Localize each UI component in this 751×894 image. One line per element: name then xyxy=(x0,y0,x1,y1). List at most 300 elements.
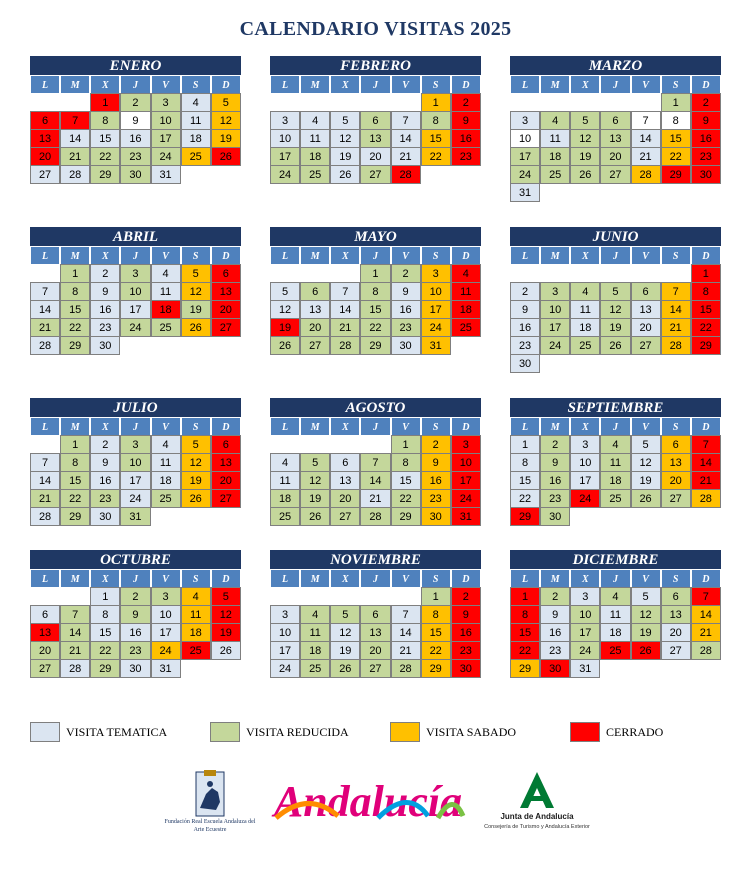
weekday-label: V xyxy=(631,75,661,94)
week-row xyxy=(510,94,721,112)
day-cell: 25 xyxy=(540,165,570,184)
day-cell: 5 xyxy=(211,93,241,112)
day-cell: 16 xyxy=(451,623,481,642)
empty-cell xyxy=(510,93,540,112)
day-cell: 17 xyxy=(451,471,481,490)
day-cell: 22 xyxy=(60,489,90,508)
day-cell: 21 xyxy=(691,471,721,490)
day-cell: 10 xyxy=(570,453,600,472)
day-cell: 14 xyxy=(661,300,691,319)
day-cell: 27 xyxy=(211,318,241,337)
day-cell: 20 xyxy=(211,300,241,319)
day-cell: 31 xyxy=(570,659,600,678)
weekday-label: X xyxy=(90,75,120,94)
week-row xyxy=(30,283,241,301)
day-cell: 28 xyxy=(391,165,421,184)
day-cell: 3 xyxy=(570,435,600,454)
day-cell: 18 xyxy=(300,147,330,166)
empty-cell xyxy=(300,587,330,606)
day-cell: 5 xyxy=(211,587,241,606)
weekday-label: V xyxy=(151,417,181,436)
weekday-label: M xyxy=(540,569,570,588)
weekday-label: M xyxy=(540,75,570,94)
day-cell: 2 xyxy=(451,93,481,112)
day-cell: 25 xyxy=(181,641,211,660)
empty-cell xyxy=(270,264,300,283)
day-cell: 28 xyxy=(661,336,691,355)
day-cell: 1 xyxy=(510,435,540,454)
month-name: DICIEMBRE xyxy=(510,550,721,569)
day-cell: 29 xyxy=(510,659,540,678)
weekday-header xyxy=(510,246,721,265)
weekday-label: D xyxy=(451,246,481,265)
day-cell: 31 xyxy=(421,336,451,355)
empty-cell xyxy=(30,435,60,454)
weekday-label: D xyxy=(691,75,721,94)
month-name: MARZO xyxy=(510,56,721,75)
empty-cell xyxy=(360,435,390,454)
day-cell: 27 xyxy=(600,165,630,184)
day-cell: 19 xyxy=(181,300,211,319)
day-cell: 25 xyxy=(451,318,481,337)
day-cell: 22 xyxy=(90,147,120,166)
day-cell: 8 xyxy=(90,111,120,130)
day-cell: 25 xyxy=(300,165,330,184)
day-cell: 12 xyxy=(211,111,241,130)
day-cell: 25 xyxy=(151,318,181,337)
day-cell: 15 xyxy=(360,300,390,319)
day-cell: 17 xyxy=(120,471,150,490)
weekday-label: S xyxy=(661,417,691,436)
month-name: MAYO xyxy=(270,227,481,246)
weekday-label: L xyxy=(30,246,60,265)
day-cell: 19 xyxy=(300,489,330,508)
week-row xyxy=(30,112,241,130)
day-cell: 21 xyxy=(30,489,60,508)
day-cell: 27 xyxy=(211,489,241,508)
day-cell: 4 xyxy=(181,587,211,606)
week-row xyxy=(270,624,481,642)
andalucia-logo-text: Andalucía xyxy=(273,777,463,826)
day-cell: 22 xyxy=(421,147,451,166)
month-agosto xyxy=(270,398,481,526)
weekday-label: L xyxy=(270,246,300,265)
day-cell: 6 xyxy=(360,111,390,130)
day-cell: 8 xyxy=(661,111,691,130)
day-cell: 18 xyxy=(600,623,630,642)
weekday-label: X xyxy=(570,246,600,265)
day-cell: 21 xyxy=(691,623,721,642)
day-cell: 10 xyxy=(421,282,451,301)
day-cell: 12 xyxy=(330,623,360,642)
day-cell: 11 xyxy=(300,623,330,642)
week-row xyxy=(30,606,241,624)
day-cell: 2 xyxy=(540,435,570,454)
day-cell: 16 xyxy=(120,129,150,148)
day-cell: 19 xyxy=(631,623,661,642)
week-row xyxy=(30,265,241,283)
weekday-label: M xyxy=(300,569,330,588)
empty-cell xyxy=(391,587,421,606)
day-cell: 1 xyxy=(60,435,90,454)
legend-item xyxy=(210,721,349,743)
day-cell: 30 xyxy=(90,507,120,526)
day-cell: 11 xyxy=(270,471,300,490)
day-cell: 27 xyxy=(30,165,60,184)
week-row xyxy=(510,490,721,508)
day-cell: 28 xyxy=(691,641,721,660)
day-cell: 17 xyxy=(270,641,300,660)
day-cell: 1 xyxy=(691,264,721,283)
weekday-header xyxy=(510,417,721,436)
day-cell: 12 xyxy=(600,300,630,319)
day-cell: 17 xyxy=(151,623,181,642)
day-cell: 14 xyxy=(330,300,360,319)
day-cell: 25 xyxy=(300,659,330,678)
week-row xyxy=(270,660,481,678)
day-cell: 14 xyxy=(391,129,421,148)
day-cell: 25 xyxy=(570,336,600,355)
day-cell: 26 xyxy=(270,336,300,355)
week-row xyxy=(30,588,241,606)
weekday-label: X xyxy=(570,569,600,588)
weekday-label: L xyxy=(510,246,540,265)
page-title: CALENDARIO VISITAS 2025 xyxy=(239,18,512,40)
day-cell: 13 xyxy=(661,453,691,472)
legend-label: VISITA REDUCIDA xyxy=(246,724,349,739)
week-row xyxy=(270,130,481,148)
weekday-label: D xyxy=(691,417,721,436)
day-cell: 27 xyxy=(330,507,360,526)
weekday-label: V xyxy=(391,75,421,94)
day-cell: 6 xyxy=(30,605,60,624)
weekday-label: D xyxy=(451,75,481,94)
day-cell: 15 xyxy=(60,300,90,319)
weekday-label: L xyxy=(510,417,540,436)
week-row xyxy=(270,112,481,130)
day-cell: 9 xyxy=(90,282,120,301)
month-abril xyxy=(30,227,241,355)
fundacion-logo-text: Fundación Real Escuela Andaluza del Arte Ecuestre xyxy=(164,819,256,833)
week-row xyxy=(30,130,241,148)
day-cell: 27 xyxy=(30,659,60,678)
month-diciembre xyxy=(510,550,721,678)
day-cell: 7 xyxy=(360,453,390,472)
weekday-label: S xyxy=(181,246,211,265)
week-row xyxy=(30,472,241,490)
week-row xyxy=(30,337,241,355)
day-cell: 11 xyxy=(151,282,181,301)
month-julio xyxy=(30,398,241,526)
day-cell: 11 xyxy=(300,129,330,148)
day-cell: 12 xyxy=(181,453,211,472)
day-cell: 10 xyxy=(510,129,540,148)
day-cell: 3 xyxy=(540,282,570,301)
month-septiembre xyxy=(510,398,721,526)
day-cell: 27 xyxy=(360,165,390,184)
day-cell: 22 xyxy=(60,318,90,337)
weekday-label: D xyxy=(691,246,721,265)
day-cell: 11 xyxy=(181,111,211,130)
junta-logo xyxy=(482,770,592,840)
day-cell: 12 xyxy=(570,129,600,148)
day-cell: 5 xyxy=(600,282,630,301)
day-cell: 7 xyxy=(631,111,661,130)
weekday-label: X xyxy=(90,569,120,588)
day-cell: 11 xyxy=(540,129,570,148)
week-row xyxy=(510,301,721,319)
weekday-label: S xyxy=(661,246,691,265)
month-febrero xyxy=(270,56,481,184)
day-cell: 4 xyxy=(451,264,481,283)
month-name: SEPTIEMBRE xyxy=(510,398,721,417)
weekday-label: L xyxy=(270,75,300,94)
day-cell: 1 xyxy=(421,93,451,112)
day-cell: 12 xyxy=(631,605,661,624)
weekday-label: X xyxy=(570,417,600,436)
day-cell: 2 xyxy=(90,264,120,283)
day-cell: 11 xyxy=(181,605,211,624)
day-cell: 9 xyxy=(391,282,421,301)
day-cell: 26 xyxy=(211,147,241,166)
day-cell: 24 xyxy=(421,318,451,337)
day-cell: 2 xyxy=(120,93,150,112)
month-mayo xyxy=(270,227,481,355)
fundacion-logo xyxy=(160,770,260,840)
empty-cell xyxy=(60,587,90,606)
month-enero xyxy=(30,56,241,184)
day-cell: 3 xyxy=(510,111,540,130)
day-cell: 13 xyxy=(360,129,390,148)
day-cell: 21 xyxy=(60,147,90,166)
day-cell: 14 xyxy=(360,471,390,490)
month-octubre xyxy=(30,550,241,678)
legend-item xyxy=(390,721,516,743)
weekday-label: S xyxy=(421,246,451,265)
day-cell: 8 xyxy=(360,282,390,301)
weekday-label: J xyxy=(120,246,150,265)
week-row xyxy=(510,265,721,283)
day-cell: 16 xyxy=(510,318,540,337)
empty-cell xyxy=(300,435,330,454)
weekday-label: D xyxy=(211,569,241,588)
day-cell: 13 xyxy=(30,129,60,148)
day-cell: 20 xyxy=(30,147,60,166)
week-row xyxy=(270,436,481,454)
month-noviembre xyxy=(270,550,481,678)
day-cell: 14 xyxy=(691,605,721,624)
week-row xyxy=(510,508,721,526)
day-cell: 9 xyxy=(120,605,150,624)
day-cell: 10 xyxy=(120,453,150,472)
empty-cell xyxy=(600,93,630,112)
empty-cell xyxy=(30,587,60,606)
day-cell: 7 xyxy=(30,453,60,472)
week-row xyxy=(30,490,241,508)
week-row xyxy=(30,148,241,166)
day-cell: 15 xyxy=(90,623,120,642)
day-cell: 24 xyxy=(510,165,540,184)
legend-label: CERRADO xyxy=(606,724,664,739)
weekday-label: J xyxy=(360,417,390,436)
day-cell: 6 xyxy=(330,453,360,472)
month-name: ENERO xyxy=(30,56,241,75)
day-cell: 14 xyxy=(60,623,90,642)
empty-cell xyxy=(300,93,330,112)
day-cell: 14 xyxy=(391,623,421,642)
day-cell: 5 xyxy=(181,264,211,283)
week-row xyxy=(30,642,241,660)
day-cell: 9 xyxy=(120,111,150,130)
day-cell: 1 xyxy=(510,587,540,606)
day-cell: 14 xyxy=(60,129,90,148)
day-cell: 5 xyxy=(631,435,661,454)
weekday-header xyxy=(270,569,481,588)
day-cell: 6 xyxy=(300,282,330,301)
week-row xyxy=(30,301,241,319)
weekday-label: L xyxy=(510,569,540,588)
day-cell: 22 xyxy=(661,147,691,166)
day-cell: 5 xyxy=(270,282,300,301)
day-cell: 13 xyxy=(300,300,330,319)
day-cell: 14 xyxy=(631,129,661,148)
day-cell: 22 xyxy=(510,641,540,660)
day-cell: 6 xyxy=(600,111,630,130)
day-cell: 28 xyxy=(60,659,90,678)
empty-cell xyxy=(570,264,600,283)
day-cell: 16 xyxy=(90,300,120,319)
week-row xyxy=(30,319,241,337)
day-cell: 26 xyxy=(570,165,600,184)
day-cell: 29 xyxy=(391,507,421,526)
week-row xyxy=(270,606,481,624)
weekday-label: J xyxy=(360,75,390,94)
weekday-header xyxy=(510,75,721,94)
day-cell: 28 xyxy=(30,336,60,355)
day-cell: 7 xyxy=(391,605,421,624)
junta-logo-subtext: Consejería de Turismo y Andalucía Exterior xyxy=(484,824,590,830)
weekday-label: J xyxy=(120,417,150,436)
day-cell: 8 xyxy=(421,111,451,130)
weekday-label: M xyxy=(540,417,570,436)
day-cell: 26 xyxy=(181,489,211,508)
day-cell: 9 xyxy=(540,605,570,624)
day-cell: 19 xyxy=(211,623,241,642)
day-cell: 16 xyxy=(540,471,570,490)
day-cell: 5 xyxy=(330,605,360,624)
day-cell: 30 xyxy=(510,354,540,373)
day-cell: 28 xyxy=(30,507,60,526)
weekday-label: M xyxy=(540,246,570,265)
day-cell: 20 xyxy=(631,318,661,337)
week-row xyxy=(510,472,721,490)
day-cell: 22 xyxy=(421,641,451,660)
day-cell: 11 xyxy=(570,300,600,319)
day-cell: 2 xyxy=(421,435,451,454)
weekday-label: S xyxy=(421,569,451,588)
day-cell: 27 xyxy=(661,489,691,508)
day-cell: 19 xyxy=(330,147,360,166)
day-cell: 1 xyxy=(60,264,90,283)
day-cell: 27 xyxy=(360,659,390,678)
day-cell: 8 xyxy=(90,605,120,624)
day-cell: 23 xyxy=(90,489,120,508)
week-row xyxy=(270,265,481,283)
day-cell: 25 xyxy=(600,489,630,508)
day-cell: 10 xyxy=(151,111,181,130)
week-row xyxy=(510,624,721,642)
day-cell: 16 xyxy=(451,129,481,148)
weekday-label: V xyxy=(631,246,661,265)
day-cell: 29 xyxy=(90,659,120,678)
weekday-label: V xyxy=(151,75,181,94)
day-cell: 3 xyxy=(270,605,300,624)
empty-cell xyxy=(570,93,600,112)
day-cell: 17 xyxy=(270,147,300,166)
empty-cell xyxy=(360,587,390,606)
month-name: ABRIL xyxy=(30,227,241,246)
day-cell: 7 xyxy=(30,282,60,301)
week-row xyxy=(30,508,241,526)
week-row xyxy=(30,624,241,642)
day-cell: 8 xyxy=(60,282,90,301)
day-cell: 2 xyxy=(451,587,481,606)
week-row xyxy=(510,454,721,472)
weekday-label: L xyxy=(30,569,60,588)
day-cell: 28 xyxy=(391,659,421,678)
week-row xyxy=(270,166,481,184)
day-cell: 1 xyxy=(421,587,451,606)
day-cell: 6 xyxy=(661,435,691,454)
day-cell: 4 xyxy=(600,587,630,606)
weekday-label: J xyxy=(600,246,630,265)
day-cell: 26 xyxy=(631,489,661,508)
day-cell: 5 xyxy=(300,453,330,472)
week-row xyxy=(270,472,481,490)
weekday-label: D xyxy=(451,569,481,588)
day-cell: 8 xyxy=(421,605,451,624)
day-cell: 18 xyxy=(451,300,481,319)
empty-cell xyxy=(270,93,300,112)
day-cell: 1 xyxy=(90,587,120,606)
day-cell: 30 xyxy=(120,165,150,184)
weekday-header xyxy=(30,75,241,94)
day-cell: 6 xyxy=(211,435,241,454)
weekday-label: J xyxy=(600,75,630,94)
day-cell: 24 xyxy=(151,641,181,660)
empty-cell xyxy=(330,264,360,283)
day-cell: 21 xyxy=(330,318,360,337)
weekday-label: S xyxy=(421,75,451,94)
week-row xyxy=(510,606,721,624)
day-cell: 31 xyxy=(151,659,181,678)
day-cell: 3 xyxy=(570,587,600,606)
day-cell: 18 xyxy=(151,300,181,319)
day-cell: 21 xyxy=(360,489,390,508)
empty-cell xyxy=(510,264,540,283)
day-cell: 23 xyxy=(120,641,150,660)
day-cell: 7 xyxy=(330,282,360,301)
weekday-label: X xyxy=(330,569,360,588)
week-row xyxy=(270,490,481,508)
weekday-label: M xyxy=(60,569,90,588)
day-cell: 12 xyxy=(300,471,330,490)
day-cell: 30 xyxy=(391,336,421,355)
legend-swatch xyxy=(30,722,60,742)
day-cell: 20 xyxy=(211,471,241,490)
day-cell: 28 xyxy=(330,336,360,355)
day-cell: 9 xyxy=(540,453,570,472)
